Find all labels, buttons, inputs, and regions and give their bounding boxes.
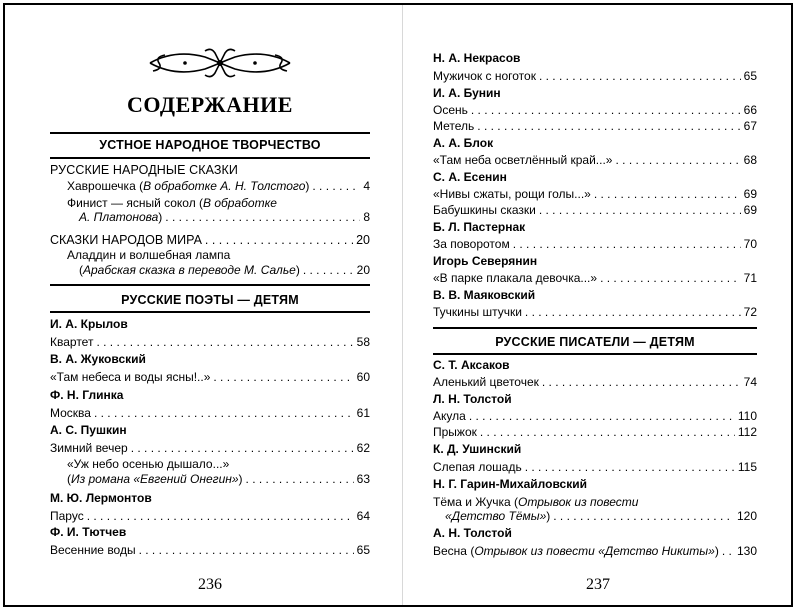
author-name: С. А. Есенин [433, 170, 507, 184]
page-number: 60 [356, 370, 370, 384]
author-name: С. Т. Аксаков [433, 358, 510, 372]
toc-entry[interactable]: За поворотом . . . 70 [433, 237, 757, 252]
page-number: 72 [743, 305, 757, 319]
author-name: Н. Г. Гарин-Михайловский [433, 477, 587, 491]
toc-entry-line: Финист — ясный сокол (В обработке [67, 196, 277, 210]
page-number: 61 [356, 406, 370, 420]
toc-entry[interactable]: Зимний вечер . . . 62 [50, 441, 370, 456]
toc-entry[interactable]: Аленький цветочек . . . 74 [433, 375, 757, 390]
author-name: В. А. Жуковский [50, 352, 146, 366]
page-number: 110 [737, 409, 757, 423]
author-name: Ф. И. Тютчев [50, 525, 127, 539]
author-name: А. А. Блок [433, 136, 494, 150]
page-number: 62 [356, 441, 370, 455]
page-number: 69 [743, 203, 757, 217]
toc-entry[interactable]: Осень . . . 66 [433, 103, 757, 118]
book-spread [3, 3, 793, 607]
toc-entry-line: «Уж небо осенью дышало...» [67, 457, 230, 471]
page-number: 130 [736, 544, 757, 558]
divider [433, 327, 757, 329]
page-number: 74 [743, 375, 757, 389]
toc-entry[interactable]: Мужичок с ноготок . . . 65 [433, 69, 757, 84]
toc-entry[interactable]: «Там неба осветлённый край...» . . . 68 [433, 153, 757, 168]
page-number: 112 [737, 425, 757, 439]
page-number: 4 [363, 179, 370, 193]
page-number: 64 [356, 509, 370, 523]
page-number: 65 [356, 543, 370, 557]
page-number: 67 [743, 119, 757, 133]
toc-entry[interactable]: «В парке плакала девочка...» . . . 71 [433, 271, 757, 286]
page-number: 70 [743, 237, 757, 251]
page-title: СОДЕРЖАНИЕ [127, 92, 293, 117]
author-name: Игорь Северянин [433, 254, 538, 268]
section-title-writers: РУССКИЕ ПИСАТЕЛИ — ДЕТЯМ [495, 335, 695, 349]
author-name: А. С. Пушкин [50, 423, 127, 437]
toc-entry[interactable]: «Нивы сжаты, рощи голы...» . . . 69 [433, 187, 757, 202]
toc-entry[interactable]: Прыжок . . . 112 [433, 425, 757, 440]
section-title-poets: РУССКИЕ ПОЭТЫ — ДЕТЯМ [121, 293, 299, 307]
toc-entry[interactable]: Тучкины штучки . . . 72 [433, 305, 757, 320]
author-name: В. В. Маяковский [433, 288, 536, 302]
page-number: 71 [743, 271, 757, 285]
book-spine [402, 5, 403, 605]
author-name: М. Ю. Лермонтов [50, 491, 152, 505]
toc-entry[interactable]: Москва . . . 61 [50, 406, 370, 421]
toc-entry[interactable]: СКАЗКИ НАРОДОВ МИРА . . . 20 [50, 233, 370, 248]
toc-entry[interactable]: (Арабская сказка в переводе М. Салье) . . . 20 [79, 263, 370, 278]
toc-entry[interactable]: Акула . . . 110 [433, 409, 757, 424]
divider [50, 284, 370, 286]
page-number: 120 [736, 509, 757, 523]
toc-entry[interactable]: Слепая лошадь . . . 115 [433, 460, 757, 475]
author-name: Л. Н. Толстой [433, 392, 512, 406]
divider [433, 353, 757, 355]
author-name: Н. А. Некрасов [433, 51, 521, 65]
toc-entry[interactable]: Квартет . . . 58 [50, 335, 370, 350]
toc-entry[interactable]: Хаврошечка (В обработке А. Н. Толстого) . . . 4 [67, 179, 370, 194]
author-name: И. А. Крылов [50, 317, 128, 331]
toc-entry[interactable]: Весна (Отрывок из повести «Детство Никиты») . . . 130 [433, 544, 757, 559]
page-number: 65 [743, 69, 757, 83]
page-number: 63 [356, 472, 370, 486]
page-number: 20 [356, 233, 370, 247]
page-number-left: 236 [198, 576, 222, 593]
page-number: 8 [363, 210, 370, 224]
author-name: И. А. Бунин [433, 86, 501, 100]
toc-entry-line: Тёма и Жучка (Отрывок из повести [433, 495, 639, 509]
page-number: 66 [743, 103, 757, 117]
author-name: А. Н. Толстой [433, 526, 512, 540]
page-number: 20 [356, 263, 370, 277]
toc-entry[interactable]: Метель . . . 67 [433, 119, 757, 134]
author-name: Б. Л. Пастернак [433, 220, 526, 234]
page-number: 58 [356, 335, 370, 349]
toc-entry-line: Аладдин и волшебная лампа [67, 248, 231, 262]
divider [50, 311, 370, 313]
page-number-right: 237 [586, 576, 610, 593]
toc-entry[interactable]: А. Платонова) . . . 8 [79, 210, 370, 225]
ornament-flourish-icon [145, 43, 295, 83]
page-number: 69 [743, 187, 757, 201]
toc-entry[interactable]: Парус . . . 64 [50, 509, 370, 524]
section-title-folk: УСТНОЕ НАРОДНОЕ ТВОРЧЕСТВО [99, 138, 321, 152]
page-number: 115 [737, 460, 757, 474]
toc-entry[interactable]: Бабушкины сказки . . . 69 [433, 203, 757, 218]
toc-entry[interactable]: (Из романа «Евгений Онегин») . . . 63 [67, 472, 370, 487]
toc-entry[interactable]: «Детство Тёмы») . . . 120 [445, 509, 757, 524]
author-name: К. Д. Ушинский [433, 442, 522, 456]
toc-entry[interactable]: «Там небеса и воды ясны!..» . . . 60 [50, 370, 370, 385]
group-title-russian-tales: РУССКИЕ НАРОДНЫЕ СКАЗКИ [50, 163, 238, 177]
page-number: 68 [743, 153, 757, 167]
author-name: Ф. Н. Глинка [50, 388, 124, 402]
toc-entry[interactable]: Весенние воды . . . 65 [50, 543, 370, 558]
divider [50, 157, 370, 159]
divider [50, 132, 370, 134]
